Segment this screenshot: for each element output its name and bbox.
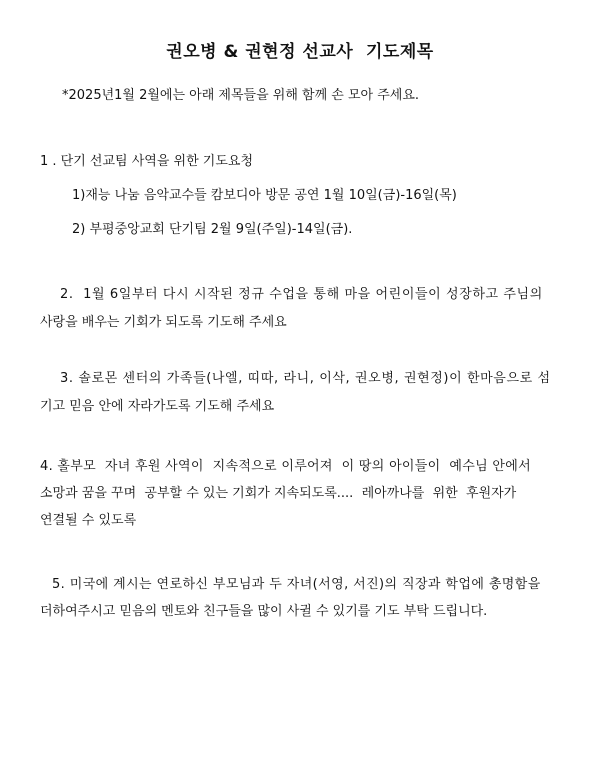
section-5-line-1: 5. 미국에 계시는 연로하신 부모님과 두 자녀(서영, 서진)의 직장과 학업에 총명함을 <box>52 577 541 592</box>
intro-text: *2025년1월 2월에는 아래 제목들을 위해 함께 손 모아 주세요. <box>62 88 420 103</box>
section-2-line-2: 사랑을 배우는 기회가 되도록 기도해 주세요 <box>40 315 287 330</box>
section-3-line-2: 기고 믿음 안에 자라가도록 기도해 주세요 <box>40 399 275 414</box>
section-5-line-2: 더하여주시고 믿음의 멘토와 친구들을 많이 사귈 수 있기를 기도 부탁 드립니다. <box>40 604 488 619</box>
section-1-heading: 1 . 단기 선교팀 사역을 위한 기도요청 <box>40 154 254 169</box>
section-1-item-2: 2) 부평중앙교회 단기팀 2월 9일(주일)-14일(금). <box>72 222 353 237</box>
section-3-line-1: 3. 솔로몬 센터의 가족들(나엘, 띠따, 라니, 이삭, 권오병, 권현정)이 한마음으로 섬 <box>60 371 551 386</box>
section-4-line-1: 4. 홀부모 자녀 후원 사역이 지속적으로 이루어져 이 땅의 아이들이 예수님 안에서 <box>40 459 531 474</box>
section-1-item-1: 1)재능 나눔 음악교수들 캄보디아 방문 공연 1월 10일(금)-16일(목) <box>72 188 457 203</box>
section-4-line-3: 연결될 수 있도록 <box>40 513 137 528</box>
section-2-line-1: 2. 1월 6일부터 다시 시작된 정규 수업을 통해 마을 어린이들이 성장하고 주님의 <box>60 287 543 302</box>
document-title: 권오병 & 권현정 선교사 기도제목 <box>166 42 434 62</box>
section-4-line-2: 소망과 꿈을 꾸며 공부할 수 있는 기회가 지속되도록.... 레아까나를 위한 후원자가 <box>40 486 517 501</box>
